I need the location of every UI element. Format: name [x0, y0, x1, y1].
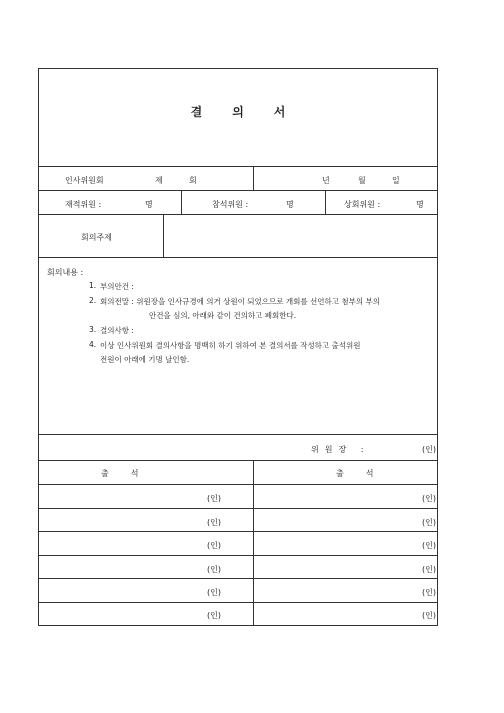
- meeting-number-label: 제: [155, 176, 163, 185]
- member-label: 참석위원 :: [212, 200, 249, 209]
- form-title: 결의서: [190, 105, 316, 119]
- attendance-row: [39, 532, 437, 556]
- content-row: [39, 258, 437, 435]
- attendance-header-right: [253, 461, 439, 484]
- date-month-label: 월: [358, 176, 366, 185]
- attendance-cell-right: [253, 485, 439, 508]
- meeting-label: 인사위원회: [65, 176, 104, 185]
- member-cell-attending: [181, 191, 325, 214]
- attendance-cell-left: [39, 556, 253, 578]
- content-item-text: 안건을 심의, 아래와 같이 건의하고 폐회한다.: [149, 311, 297, 320]
- content-item-no: 1.: [89, 281, 97, 290]
- content-item-text: 회의전말 : 위원장을 인사규경에 의거 상원이 되었으므로 개회를 선언하고 첨부의 부의: [100, 297, 380, 306]
- seal-mark: (인): [207, 588, 221, 597]
- content-label: 회의내용 :: [47, 268, 84, 277]
- seal-mark: (인): [207, 494, 221, 503]
- chairman-row: [39, 435, 437, 461]
- seal-mark: (인): [207, 611, 221, 620]
- attendance-cell-left: [39, 603, 253, 625]
- meeting-date-cell: [253, 167, 439, 190]
- content-item-no: 4.: [89, 340, 97, 349]
- attendance-cell-left: [39, 509, 253, 531]
- attendance-cell-left: [39, 532, 253, 555]
- attendance-header-left: [39, 461, 253, 484]
- content-item-no: 3.: [89, 325, 97, 334]
- attendance-row: [39, 556, 437, 579]
- meeting-name-cell: [39, 167, 253, 190]
- attendance-row: [39, 485, 437, 509]
- attendance-cell-right: [253, 579, 439, 602]
- seal-mark: (인): [207, 518, 221, 527]
- chairman-seal: (인): [422, 445, 436, 454]
- attendance-row: [39, 509, 437, 532]
- attendance-cell-right: [253, 532, 439, 555]
- member-unit: 명: [416, 200, 424, 209]
- seal-mark: (인): [422, 565, 436, 574]
- members-row: [39, 191, 437, 215]
- content-item-no: 2.: [89, 296, 97, 305]
- member-cell-other: [325, 191, 439, 214]
- attendance-cell-left: [39, 485, 253, 508]
- subject-value-cell: [163, 215, 439, 257]
- attendance-header-row: [39, 461, 437, 485]
- chairman-label: 위원장 :: [311, 445, 370, 454]
- seal-mark: (인): [207, 565, 221, 574]
- member-label: 재적위원 :: [65, 200, 102, 209]
- content-item-text: 결의사항 :: [100, 326, 134, 335]
- date-year-label: 년: [322, 176, 330, 185]
- seal-mark: (인): [422, 611, 436, 620]
- attendance-header-label: 출석: [101, 469, 161, 478]
- attendance-cell-right: [253, 556, 439, 578]
- member-unit: 명: [286, 200, 294, 209]
- seal-mark: (인): [422, 518, 436, 527]
- subject-row: [39, 215, 437, 258]
- content-item-text: 전원이 아래에 기명 날인함.: [100, 355, 190, 364]
- resolution-form: [38, 68, 438, 626]
- subject-label-cell: [39, 215, 163, 257]
- attendance-row: [39, 579, 437, 603]
- member-unit: 명: [145, 200, 153, 209]
- content-item-text: 부의안건 :: [100, 282, 134, 291]
- title-row: [39, 69, 437, 167]
- seal-mark: (인): [422, 494, 436, 503]
- meeting-count-suffix: 회: [189, 176, 197, 185]
- seal-mark: (인): [422, 588, 436, 597]
- subject-label: 회의주제: [81, 233, 112, 242]
- date-day-label: 일: [392, 176, 400, 185]
- attendance-cell-right: [253, 509, 439, 531]
- member-label: 상회위원 :: [344, 200, 381, 209]
- attendance-cell-right: [253, 603, 439, 625]
- member-cell-registered: [39, 191, 181, 214]
- meeting-row: [39, 167, 437, 191]
- attendance-row: [39, 603, 437, 625]
- attendance-cell-left: [39, 579, 253, 602]
- attendance-header-label: 출석: [336, 469, 396, 478]
- seal-mark: (인): [207, 541, 221, 550]
- seal-mark: (인): [422, 541, 436, 550]
- content-item-text: 이상 인사위원회 결의사항을 명백히 하기 위하여 본 결의서를 작성하고 출석위원: [100, 341, 361, 350]
